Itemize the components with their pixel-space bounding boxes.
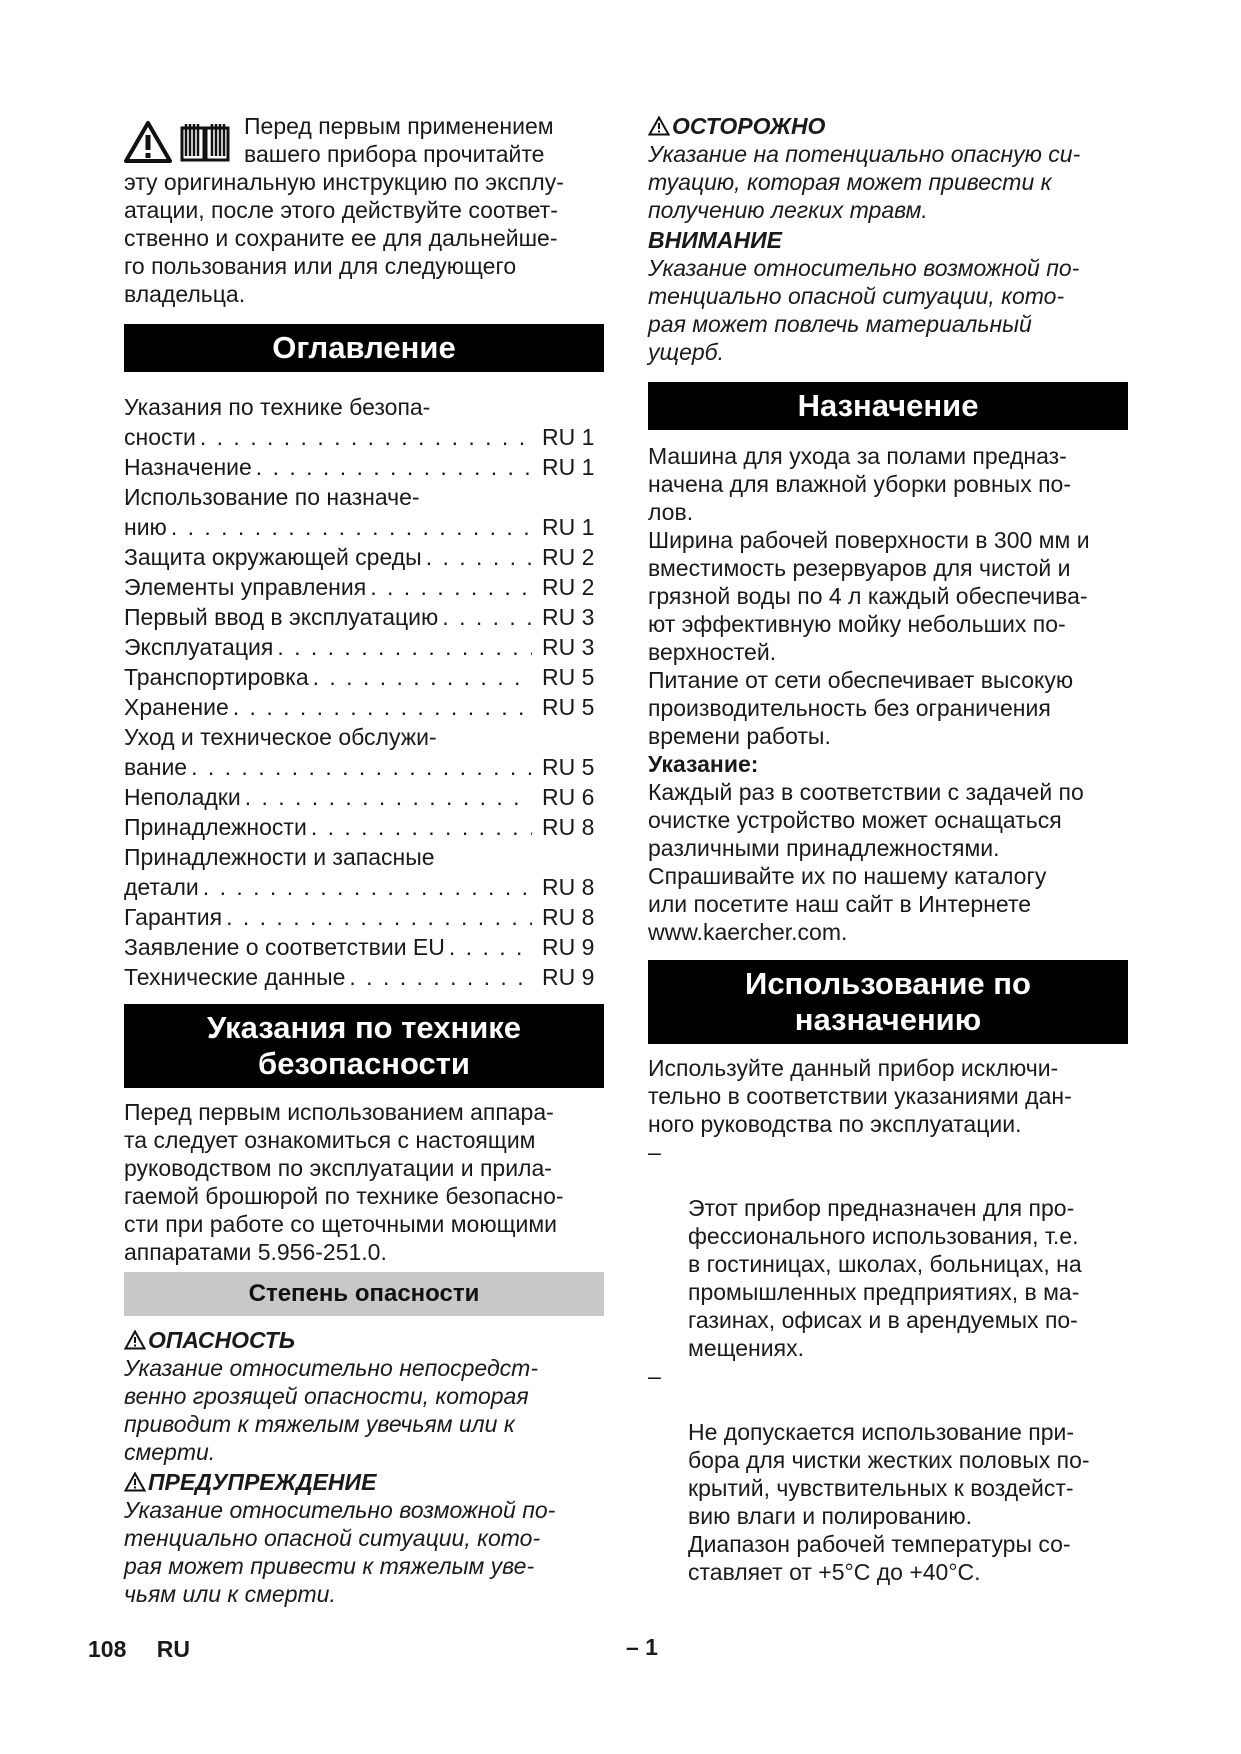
toc-entry-title: Принадлежности xyxy=(124,814,307,840)
left-column xyxy=(124,112,604,1608)
toc-entry-page: RU 8 xyxy=(542,874,595,900)
warning-label-text: ПРЕДУПРЕЖДЕНИЕ xyxy=(148,1469,377,1495)
toc-entry xyxy=(124,782,604,812)
warning-text: Указание относительно возможной по- тенциально опасной ситуации, кото- рая может привести к тяжелым уве- чьям или к смерти. xyxy=(124,1497,556,1607)
caution-text: Указание на потенциально опасную си- туацию, которая может привести к получению легких травм. xyxy=(648,141,1081,223)
toc-entry-page: RU 9 xyxy=(542,934,595,960)
toc-entry-title: Транспортировка xyxy=(124,664,309,690)
footer-sub-page: – 1 xyxy=(626,1634,658,1660)
toc-entry-title: Первый ввод в эксплуатацию xyxy=(124,604,439,630)
toc-entry-page: RU 9 xyxy=(542,964,595,990)
toc-leader-dots xyxy=(196,422,532,452)
warning-triangle-icon xyxy=(648,116,670,136)
toc-entry-page: RU 5 xyxy=(542,694,595,720)
toc-entry-title: Эксплуатация xyxy=(124,634,274,660)
bullet-text: Этот прибор предназначен для про- фессионального использования, т.е. в гостиницах, школах, больницах, на промышленных предприятиях, в ма- газинах, офисах и в арендуемых по- мещениях. xyxy=(688,1195,1082,1361)
toc-entry xyxy=(124,602,604,632)
toc-entry-page: RU 8 xyxy=(542,814,595,840)
purpose-heading: Назначение xyxy=(648,382,1128,430)
intro-block xyxy=(124,112,604,308)
toc-leader-dots xyxy=(273,632,532,662)
toc-entry xyxy=(124,632,604,662)
danger-label-text: ОПАСНОСТЬ xyxy=(148,1327,296,1353)
toc-entry xyxy=(124,512,604,542)
toc-entry xyxy=(124,452,604,482)
note-text: Каждый раз в соответствии с задачей по очистке устройство может оснащаться различными принадлежностями. Спрашивайте их по нашему каталогу или посетите наш сайт в Интернете www.kaercher.com. xyxy=(648,779,1084,945)
toc-entry-title: Гарантия xyxy=(124,904,223,930)
attention-text: Указание относительно возможной по- тенциально опасной ситуации, кото- рая может повлечь материальный ущерб. xyxy=(648,255,1080,365)
danger-text: Указание относительно непосредст- венно грозящей опасности, которая приводит к тяжелым увечьям или к смерти. xyxy=(124,1355,538,1465)
toc-entry xyxy=(124,932,604,962)
toc-entry xyxy=(124,752,604,782)
purpose-paragraph-1: Машина для ухода за полами предназ- начена для влажной уборки ровных по- лов. xyxy=(648,443,1071,525)
intro-lead-text: Перед первым применением вашего прибора прочитайте xyxy=(244,113,554,167)
toc-entry xyxy=(124,962,604,992)
toc-leader-dots xyxy=(199,872,532,902)
toc-leader-dots xyxy=(167,512,532,542)
toc-entry-page: RU 1 xyxy=(542,454,595,480)
toc-entry-title: детали xyxy=(124,874,199,900)
toc-entry-first-line: Уход и техническое обслужи- xyxy=(124,724,437,750)
toc-leader-dots xyxy=(366,572,532,602)
toc-entry xyxy=(124,422,604,452)
bullet-dash: – xyxy=(648,1139,661,1165)
right-column xyxy=(648,112,1136,1586)
toc-entry-title: Хранение xyxy=(124,694,229,720)
purpose-paragraph-3: Питание от сети обеспечивает высокую производительность без ограничения времени работы. xyxy=(648,667,1074,749)
bullet-dash: – xyxy=(648,1363,661,1389)
toc-entry xyxy=(124,542,604,572)
toc-entry xyxy=(124,812,604,842)
danger-levels-heading: Степень опасности xyxy=(124,1272,604,1316)
intended-use-bullet-2 xyxy=(648,1362,1136,1586)
footer-page-info xyxy=(88,1636,214,1663)
note-label: Указание: xyxy=(648,751,759,777)
toc-entry-title: Защита окружающей среды xyxy=(124,544,422,570)
intro-rest-text: эту оригинальную инструкцию по эксплу- атации, после этого действуйте соответ- ственно и сохраните ее для дальнейше- го пользования или для следующего владельца. xyxy=(124,169,564,307)
toc-leader-dots xyxy=(345,962,532,992)
footer-language: RU xyxy=(156,1636,190,1662)
toc-entry-first-line: Использование по назначе- xyxy=(124,484,420,510)
toc-entry-title: Назначение xyxy=(124,454,252,480)
footer-page-number: 108 xyxy=(88,1636,127,1662)
toc-leader-dots xyxy=(445,932,532,962)
caution-label xyxy=(648,112,1136,140)
toc-entry-page: RU 3 xyxy=(542,604,595,630)
warning-label xyxy=(124,1468,604,1496)
toc-leader-dots xyxy=(438,602,532,632)
toc-entry-title: Заявление о соответствии EU xyxy=(124,934,445,960)
toc-entry-title: сности xyxy=(124,424,196,450)
warning-triangle-icon xyxy=(124,1472,146,1492)
toc-leader-dots xyxy=(187,752,532,782)
toc-entry-title: вание xyxy=(124,754,188,780)
intended-use-intro: Используйте данный прибор исключи- тельно в соответствии указаниями дан- ного руководства по эксплуатации. xyxy=(648,1055,1072,1137)
toc-entry-page: RU 5 xyxy=(542,754,595,780)
toc-entry-title: Технические данные xyxy=(124,964,346,990)
danger-label xyxy=(124,1326,604,1354)
warning-triangle-icon xyxy=(124,120,172,164)
toc-entry-page: RU 3 xyxy=(542,634,595,660)
toc-entry-page: RU 6 xyxy=(542,784,595,810)
toc-heading: Оглавление xyxy=(124,324,604,372)
caution-label-text: ОСТОРОЖНО xyxy=(672,113,826,139)
toc-entry-first-line: Принадлежности и запасные xyxy=(124,844,435,870)
intro-icons xyxy=(124,118,236,166)
toc-entry-page: RU 8 xyxy=(542,904,595,930)
safety-body: Перед первым использованием аппара- та следует ознакомиться с настоящим руководством по эксплуатации и прила- гаемой брошюрой по технике безопасно- сти при работе со щеточными моющими аппаратами 5.956-251.0. xyxy=(124,1099,564,1265)
toc-leader-dots xyxy=(422,542,532,572)
toc-leader-dots xyxy=(307,812,532,842)
intended-use-bullet-1 xyxy=(648,1138,1136,1362)
toc-leader-dots xyxy=(241,782,532,812)
warning-triangle-icon xyxy=(124,1330,146,1350)
toc-entry-page: RU 1 xyxy=(542,514,595,540)
toc-entry-page: RU 2 xyxy=(542,544,595,570)
toc-entry-page: RU 1 xyxy=(542,424,595,450)
toc-entry-page: RU 2 xyxy=(542,574,595,600)
toc-entry xyxy=(124,572,604,602)
attention-label: ВНИМАНИЕ xyxy=(648,227,783,253)
toc-leader-dots xyxy=(309,662,532,692)
toc-entry-title: Неполадки xyxy=(124,784,241,810)
toc-leader-dots xyxy=(229,692,532,722)
toc-entry-title: нию xyxy=(124,514,167,540)
safety-heading: Указания по технике безопасности xyxy=(124,1004,604,1088)
toc-leader-dots xyxy=(222,902,532,932)
purpose-paragraph-2: Ширина рабочей поверхности в 300 мм и вместимость резервуаров для чистой и грязной воды по 4 л каждый обеспечива- ют эффективную мойку небольших по- верхностей. xyxy=(648,527,1090,665)
manual-book-icon xyxy=(178,120,232,164)
toc-entry xyxy=(124,902,604,932)
table-of-contents xyxy=(124,392,604,992)
toc-entry xyxy=(124,662,604,692)
toc-entry xyxy=(124,692,604,722)
toc-entry-title: Элементы управления xyxy=(124,574,367,600)
toc-leader-dots xyxy=(252,452,532,482)
toc-entry-page: RU 5 xyxy=(542,664,595,690)
toc-entry-first-line: Указания по технике безопа- xyxy=(124,394,431,420)
intended-use-heading: Использование по назначению xyxy=(648,960,1128,1044)
bullet-text: Не допускается использование при- бора для чистки жестких половых по- крытий, чувствительных к воздейст- вию влаги и полированию. Диапазон рабочей температуры со- ставляет от +5°C до +40°C. xyxy=(688,1419,1090,1585)
toc-entry xyxy=(124,872,604,902)
